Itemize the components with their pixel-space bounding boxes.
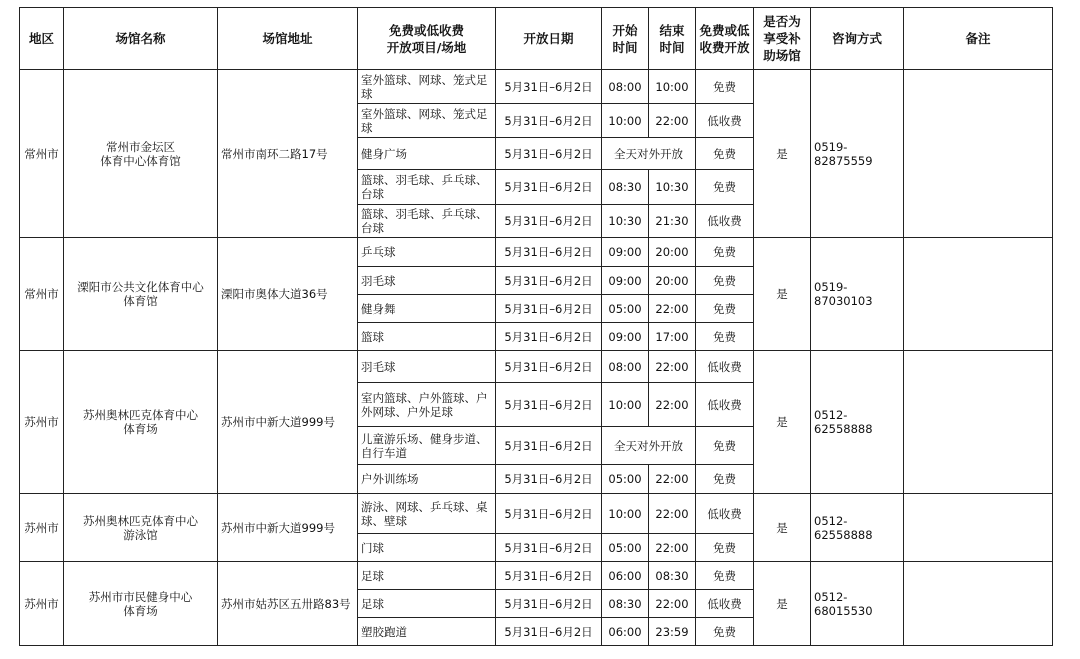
start-time-cell: 06:00 — [602, 562, 649, 590]
venue-name-cell: 苏州市市民健身中心 体育场 — [64, 562, 218, 646]
item-cell: 健身广场 — [358, 138, 496, 170]
venue-name-cell: 苏州奥林匹克体育中心 体育场 — [64, 351, 218, 494]
end-time-cell: 22:00 — [649, 295, 696, 323]
fee-cell: 低收费 — [696, 351, 754, 383]
item-cell: 儿童游乐场、健身步道、自行车道 — [358, 427, 496, 465]
venue-table — [19, 7, 1053, 646]
venue-address-cell: 溧阳市奥体大道36号 — [218, 238, 358, 351]
end-time-cell: 22:00 — [649, 494, 696, 534]
column-header: 备注 — [904, 8, 1053, 70]
date-cell: 5月31日–6月2日 — [496, 295, 602, 323]
item-cell: 塑胶跑道 — [358, 618, 496, 646]
column-header: 地区 — [20, 8, 64, 70]
venue-name-cell: 苏州奥林匹克体育中心 游泳馆 — [64, 494, 218, 562]
date-cell: 5月31日–6月2日 — [496, 238, 602, 267]
date-cell: 5月31日–6月2日 — [496, 104, 602, 138]
table-row — [20, 238, 1053, 267]
start-time-cell: 08:30 — [602, 170, 649, 205]
allday-cell: 全天对外开放 — [602, 427, 696, 465]
item-cell: 篮球、羽毛球、乒乓球、台球 — [358, 170, 496, 205]
fee-cell: 免费 — [696, 70, 754, 104]
item-cell: 室外篮球、网球、笼式足球 — [358, 104, 496, 138]
end-time-cell: 21:30 — [649, 205, 696, 238]
end-time-cell: 22:00 — [649, 590, 696, 618]
start-time-cell: 05:00 — [602, 295, 649, 323]
item-cell: 室内篮球、户外篮球、户外网球、户外足球 — [358, 383, 496, 427]
item-cell: 篮球 — [358, 323, 496, 351]
end-time-cell: 10:30 — [649, 170, 696, 205]
note-cell — [904, 70, 1053, 238]
start-time-cell: 05:00 — [602, 534, 649, 562]
start-time-cell: 09:00 — [602, 323, 649, 351]
start-time-cell: 10:00 — [602, 104, 649, 138]
venue-address-cell: 苏州市中新大道999号 — [218, 494, 358, 562]
fee-cell: 低收费 — [696, 205, 754, 238]
fee-cell: 免费 — [696, 267, 754, 295]
venue-address-cell: 常州市南环二路17号 — [218, 70, 358, 238]
column-header: 场馆地址 — [218, 8, 358, 70]
item-cell: 足球 — [358, 590, 496, 618]
subsidized-cell: 是 — [754, 351, 811, 494]
region-cell: 苏州市 — [20, 351, 64, 494]
start-time-cell: 09:00 — [602, 238, 649, 267]
fee-cell: 免费 — [696, 170, 754, 205]
start-time-cell: 08:30 — [602, 590, 649, 618]
item-cell: 门球 — [358, 534, 496, 562]
fee-cell: 低收费 — [696, 104, 754, 138]
region-cell: 苏州市 — [20, 562, 64, 646]
start-time-cell: 10:00 — [602, 383, 649, 427]
table-row — [20, 351, 1053, 383]
item-cell: 篮球、羽毛球、乒乓球、台球 — [358, 205, 496, 238]
end-time-cell: 20:00 — [649, 238, 696, 267]
column-header: 免费或低收费 开放项目/场地 — [358, 8, 496, 70]
header-row — [20, 8, 1053, 70]
allday-cell: 全天对外开放 — [602, 138, 696, 170]
contact-cell: 0512-68015530 — [811, 562, 904, 646]
contact-cell: 0519-82875559 — [811, 70, 904, 238]
date-cell: 5月31日–6月2日 — [496, 170, 602, 205]
end-time-cell: 22:00 — [649, 534, 696, 562]
contact-cell: 0512-62558888 — [811, 494, 904, 562]
item-cell: 足球 — [358, 562, 496, 590]
subsidized-cell: 是 — [754, 562, 811, 646]
start-time-cell: 10:30 — [602, 205, 649, 238]
fee-cell: 免费 — [696, 427, 754, 465]
item-cell: 室外篮球、网球、笼式足球 — [358, 70, 496, 104]
column-header: 免费或低 收费开放 — [696, 8, 754, 70]
date-cell: 5月31日–6月2日 — [496, 383, 602, 427]
start-time-cell: 09:00 — [602, 267, 649, 295]
fee-cell: 免费 — [696, 295, 754, 323]
subsidized-cell: 是 — [754, 238, 811, 351]
start-time-cell: 10:00 — [602, 494, 649, 534]
venue-address-cell: 苏州市中新大道999号 — [218, 351, 358, 494]
end-time-cell: 20:00 — [649, 267, 696, 295]
end-time-cell: 22:00 — [649, 104, 696, 138]
venue-address-cell: 苏州市姑苏区五卅路83号 — [218, 562, 358, 646]
column-header: 是否为 享受补 助场馆 — [754, 8, 811, 70]
fee-cell: 免费 — [696, 534, 754, 562]
start-time-cell: 08:00 — [602, 351, 649, 383]
venue-name-cell: 常州市金坛区 体育中心体育馆 — [64, 70, 218, 238]
fee-cell: 免费 — [696, 562, 754, 590]
column-header: 咨询方式 — [811, 8, 904, 70]
fee-cell: 免费 — [696, 618, 754, 646]
fee-cell: 免费 — [696, 138, 754, 170]
venue-name-cell: 溧阳市公共文化体育中心 体育馆 — [64, 238, 218, 351]
end-time-cell: 17:00 — [649, 323, 696, 351]
start-time-cell: 05:00 — [602, 465, 649, 494]
date-cell: 5月31日–6月2日 — [496, 267, 602, 295]
end-time-cell: 22:00 — [649, 383, 696, 427]
fee-cell: 免费 — [696, 323, 754, 351]
date-cell: 5月31日–6月2日 — [496, 70, 602, 104]
date-cell: 5月31日–6月2日 — [496, 465, 602, 494]
item-cell: 游泳、网球、乒乓球、桌球、壁球 — [358, 494, 496, 534]
note-cell — [904, 238, 1053, 351]
note-cell — [904, 494, 1053, 562]
table-row — [20, 494, 1053, 534]
subsidized-cell: 是 — [754, 494, 811, 562]
table-body — [20, 70, 1053, 646]
table-row — [20, 70, 1053, 104]
date-cell: 5月31日–6月2日 — [496, 351, 602, 383]
end-time-cell: 23:59 — [649, 618, 696, 646]
subsidized-cell: 是 — [754, 70, 811, 238]
end-time-cell: 10:00 — [649, 70, 696, 104]
fee-cell: 免费 — [696, 238, 754, 267]
note-cell — [904, 351, 1053, 494]
column-header: 结束 时间 — [649, 8, 696, 70]
column-header: 场馆名称 — [64, 8, 218, 70]
region-cell: 常州市 — [20, 70, 64, 238]
start-time-cell: 06:00 — [602, 618, 649, 646]
note-cell — [904, 562, 1053, 646]
end-time-cell: 22:00 — [649, 465, 696, 494]
item-cell: 羽毛球 — [358, 351, 496, 383]
date-cell: 5月31日–6月2日 — [496, 590, 602, 618]
date-cell: 5月31日–6月2日 — [496, 618, 602, 646]
date-cell: 5月31日–6月2日 — [496, 323, 602, 351]
item-cell: 羽毛球 — [358, 267, 496, 295]
fee-cell: 低收费 — [696, 383, 754, 427]
item-cell: 户外训练场 — [358, 465, 496, 494]
region-cell: 苏州市 — [20, 494, 64, 562]
contact-cell: 0519-87030103 — [811, 238, 904, 351]
fee-cell: 低收费 — [696, 590, 754, 618]
date-cell: 5月31日–6月2日 — [496, 562, 602, 590]
table-row — [20, 562, 1053, 590]
column-header: 开放日期 — [496, 8, 602, 70]
date-cell: 5月31日–6月2日 — [496, 534, 602, 562]
date-cell: 5月31日–6月2日 — [496, 494, 602, 534]
item-cell: 健身舞 — [358, 295, 496, 323]
date-cell: 5月31日–6月2日 — [496, 427, 602, 465]
column-header: 开始 时间 — [602, 8, 649, 70]
region-cell: 常州市 — [20, 238, 64, 351]
date-cell: 5月31日–6月2日 — [496, 205, 602, 238]
fee-cell: 免费 — [696, 465, 754, 494]
start-time-cell: 08:00 — [602, 70, 649, 104]
date-cell: 5月31日–6月2日 — [496, 138, 602, 170]
end-time-cell: 22:00 — [649, 351, 696, 383]
item-cell: 乒乓球 — [358, 238, 496, 267]
end-time-cell: 08:30 — [649, 562, 696, 590]
fee-cell: 低收费 — [696, 494, 754, 534]
contact-cell: 0512-62558888 — [811, 351, 904, 494]
